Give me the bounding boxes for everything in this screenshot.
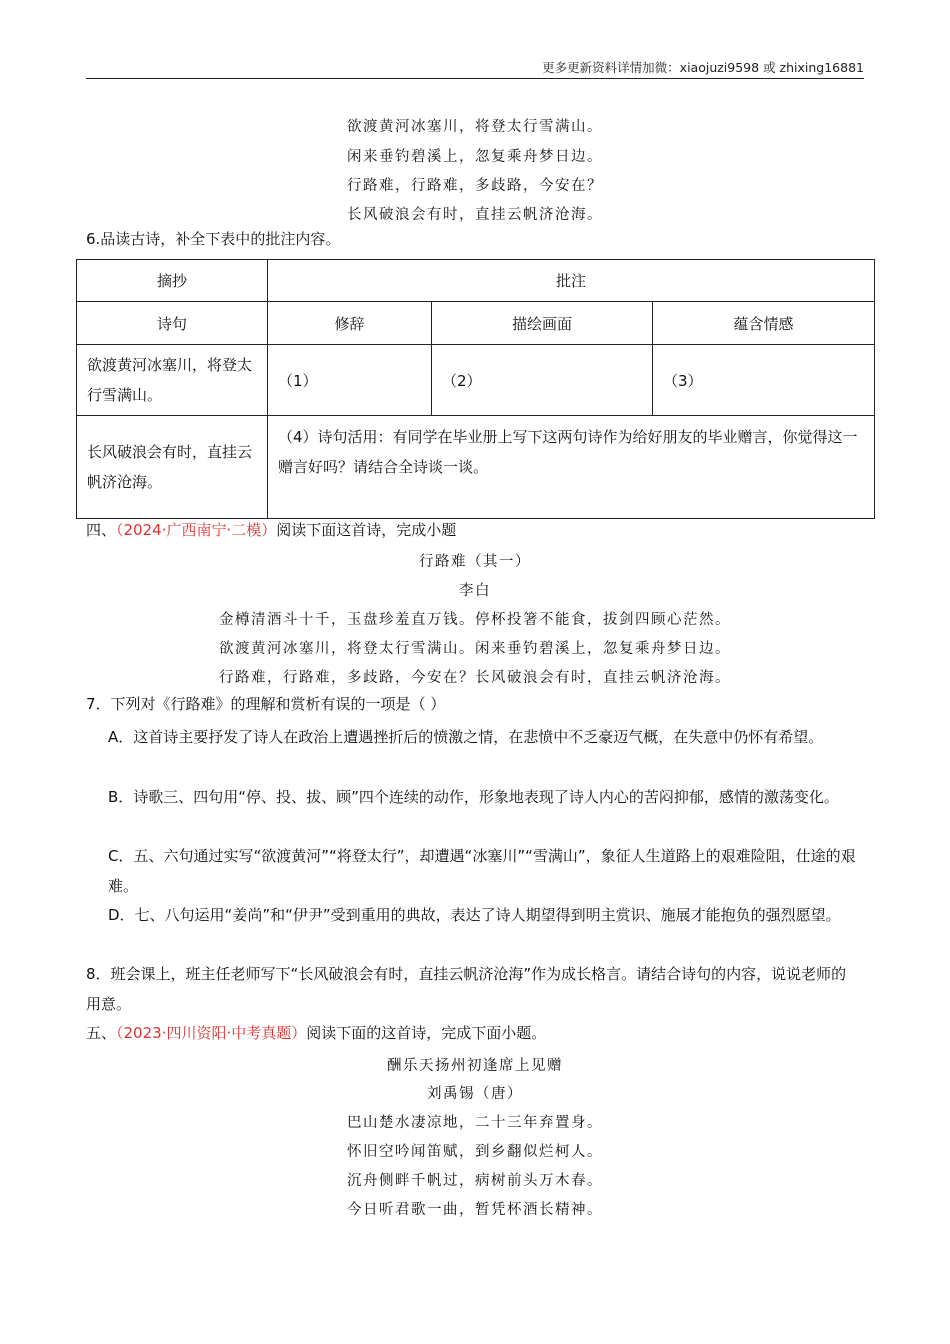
question-7-option-c[interactable]: C．五、六句通过实写“欲渡黄河”“将登太行”，却遭遇“冰塞川”“雪满山”，象征人生道路上的艰难险阻，仕途的艰难。 [108,847,856,895]
poem-line: 闲来垂钓碧溪上，忽复乘舟梦日边。 [347,149,603,165]
poem-line: 欲渡黄河冰塞川，将登太行雪满山。闲来垂钓碧溪上，忽复乘舟梦日边。 [219,641,731,657]
poem-author: 刘禹锡（唐） [427,1086,523,1102]
row1-blank-2[interactable]: （2） [432,345,653,416]
row1-blank-1[interactable]: （1） [268,345,432,416]
question-7-stem: 7．下列对《行路难》的理解和赏析有误的一项是（ ） [86,695,446,713]
section-4-source: （2024·广西南宁·二模） [116,521,277,539]
section-5-instruction: 阅读下面的这首诗，完成下面小题。 [306,1024,547,1042]
section-5-heading [86,1018,866,1048]
header-emotion: 蕴含情感 [653,302,875,345]
header-rhetoric: 修辞 [268,302,432,345]
header-line: 诗句 [77,302,268,345]
poem-title: 酬乐天扬州初逢席上见赠 [387,1058,563,1074]
poem-line: 沉舟侧畔千帆过，病树前头万木春。 [347,1173,603,1189]
poem-line: 今日听君歌一曲，暂凭杯酒长精神。 [347,1202,603,1218]
poem-author: 李白 [459,583,491,599]
poem-line: 欲渡黄河冰塞川，将登太行雪满山。 [347,119,603,135]
question-6: 6.品读古诗，补全下表中的批注内容。 [86,230,341,248]
section-5-prefix: 五、 [86,1024,117,1042]
question-7-option-d[interactable]: D．七、八句运用“姜尚”和“伊尹”受到重用的典故，表达了诗人期望得到明主赏识、施展才能抱负的强烈愿望。 [108,906,841,924]
row1-line: 欲渡黄河冰塞川，将登太行雪满山。 [77,345,268,416]
section-4-heading [86,515,866,545]
poem-line: 金樽清酒斗十千，玉盘珍羞直万钱。停杯投箸不能食，拔剑四顾心茫然。 [219,612,731,628]
poem-line: 行路难，行路难，多歧路，今安在？ [347,178,603,194]
row2-line: 长风破浪会有时，直挂云帆济沧海。 [77,416,268,519]
poem-title: 行路难（其一） [419,554,531,570]
row1-blank-3[interactable]: （3） [653,345,875,416]
question-7-option-b[interactable]: B．诗歌三、四句用“停、投、拔、顾”四个连续的动作，形象地表现了诗人内心的苦闷抑郁，感情的激荡变化。 [108,788,839,806]
poem-line: 行路难，行路难，多歧路，今安在？长风破浪会有时，直挂云帆济沧海。 [219,670,731,686]
section-5-source: （2023·四川资阳·中考真题） [116,1024,307,1042]
question-7-option-a[interactable]: A．这首诗主要抒发了诗人在政治上遭遇挫折后的愤激之情，在悲愤中不乏豪迈气概，在失意中仍怀有希望。 [108,728,824,746]
section-4-prefix: 四、 [86,521,117,539]
poem-line: 长风破浪会有时，直挂云帆济沧海。 [347,207,603,223]
question-8: 8．班会课上，班主任老师写下“长风破浪会有时，直挂云帆济沧海”作为成长格言。请结合诗句的内容，说说老师的用意。 [86,965,847,1013]
poem-line: 怀旧空吟闻笛赋，到乡翻似烂柯人。 [347,1144,603,1160]
header-scene: 描绘画面 [432,302,653,345]
poem-line: 巴山楚水凄凉地，二十三年弃置身。 [347,1115,603,1131]
header-text: 更多更新资料详情加微：xiaojuzi9598 或 zhixing16881 [542,60,864,75]
page-header [86,58,864,79]
section-4-instruction: 阅读下面这首诗，完成小题 [276,521,457,539]
header-excerpt: 摘抄 [77,260,268,302]
row2-question[interactable]: （4）诗句活用：有同学在毕业册上写下这两句诗作为给好朋友的毕业赠言，你觉得这一赠言好吗？请结合全诗谈一谈。 [268,416,875,519]
header-annotation: 批注 [268,260,875,302]
annotation-table [76,259,875,519]
